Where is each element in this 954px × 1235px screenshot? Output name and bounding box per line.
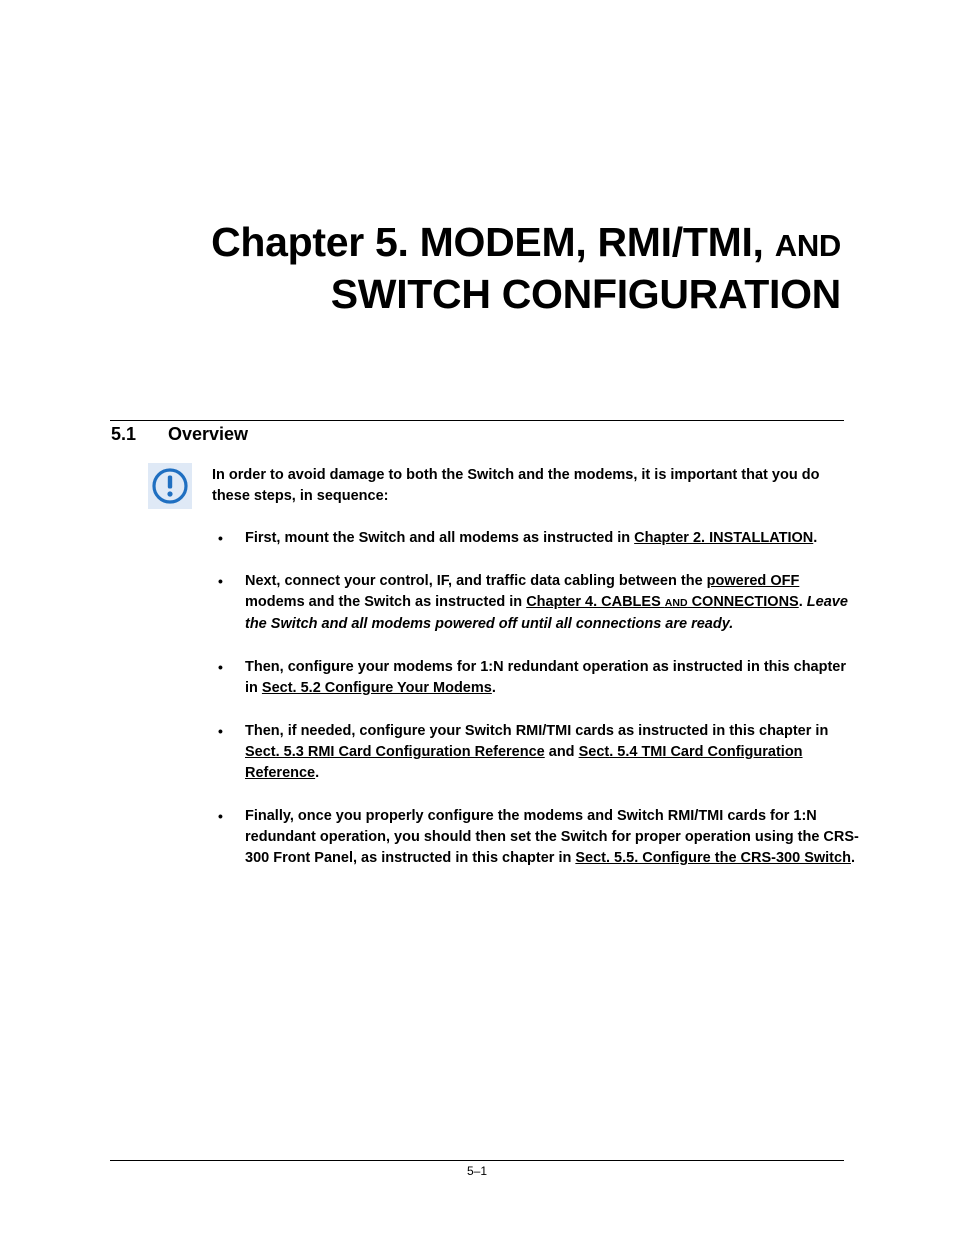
chapter-title [121, 218, 841, 318]
step-1-end: . [813, 530, 818, 546]
list-item [245, 528, 859, 549]
step-5-end: . [850, 850, 855, 866]
section-number: 5.1 [111, 424, 137, 444]
step-2-sep: . [798, 594, 807, 610]
link-sect-5-5[interactable]: Sect. 5.5. Configure the CRS-300 Switch [575, 850, 851, 866]
section-divider [110, 420, 844, 421]
chapter-title-line2: SWITCH CONFIGURATION [330, 271, 841, 317]
list-item [245, 721, 859, 784]
step-4-text-mid: and [544, 744, 579, 760]
step-4-text: Then, if needed, configure your Switch RMI/TMI cards as instructed in this chapter in [245, 723, 829, 739]
link-chapter-4-cables-and-connections[interactable] [526, 594, 799, 610]
exclamation-circle-icon [148, 463, 192, 509]
link-powered-off[interactable]: powered OFF [706, 573, 800, 589]
footer-divider [110, 1160, 844, 1161]
step-3-end: . [491, 680, 496, 696]
step-4-end: . [315, 765, 320, 781]
link-chapter-4-and: AND [664, 597, 688, 609]
step-2-text-mid: modems and the Switch as instructed in [245, 594, 527, 610]
step-2-text: Next, connect your control, IF, and traffic data cabling between the [245, 573, 707, 589]
link-sect-5-4[interactable]: Sect. 5.4 TMI Card Configuration Reference [245, 744, 803, 781]
step-2-emphasis: Leave the Switch and all modems powered off until all connections are ready. [245, 594, 848, 632]
section-heading [111, 423, 248, 445]
steps-list [245, 528, 859, 891]
chapter-title-line1: Chapter 5. MODEM, RMI/TMI, [211, 219, 764, 265]
list-item [245, 806, 859, 869]
list-item [245, 657, 859, 699]
section-title: Overview [168, 424, 249, 444]
page-number: 5–1 [466, 1164, 488, 1178]
chapter-title-and: AND [774, 228, 841, 263]
step-1-text: First, mount the Switch and all modems as instructed in [245, 530, 635, 546]
link-sect-5-3[interactable]: Sect. 5.3 RMI Card Configuration Reference [245, 744, 545, 760]
link-sect-5-2[interactable]: Sect. 5.2 Configure Your Modems [261, 680, 492, 696]
link-chapter-4-part1: Chapter 4. CABLES [526, 594, 665, 610]
step-5-text: Finally, once you properly configure the modems and Switch RMI/TMI cards for 1:N redundant operation, you should then set the Switch for proper operation using the CRS-300 Front Panel, as instructed in this chapter in [245, 808, 859, 866]
link-chapter-4-part2: CONNECTIONS [687, 594, 799, 610]
step-3-text: Then, configure your modems for 1:N redundant operation as instructed in this chapter in [245, 659, 847, 696]
notice-text: In order to avoid damage to both the Switch and the modems, it is important that you do these steps, in sequence: [212, 467, 820, 504]
link-chapter-2-installation[interactable]: Chapter 2. INSTALLATION [634, 530, 814, 546]
list-item [245, 571, 859, 635]
